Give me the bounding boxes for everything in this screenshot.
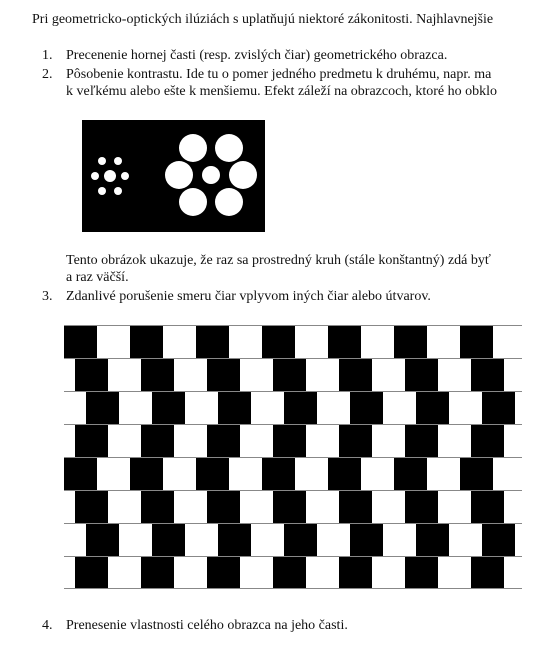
cafe-wall-black-tile <box>339 425 372 457</box>
cafe-wall-black-tile <box>273 425 306 457</box>
cafe-wall-black-tile <box>207 359 240 391</box>
list-item-1-text: Precenenie hornej časti (resp. zvislých čiar) geometrického obrazca. <box>66 48 448 63</box>
figure-caption-line-1: Tento obrázok ukazuje, že raz sa prostredný kruh (stále konštantný) zdá byť <box>66 253 491 268</box>
cafe-wall-black-tile <box>262 458 295 490</box>
large-surrounding-circle <box>215 134 243 162</box>
cafe-wall-black-tile <box>482 392 515 424</box>
cafe-wall-black-tile <box>86 524 119 556</box>
cafe-wall-black-tile <box>218 392 251 424</box>
cafe-wall-black-tile <box>460 326 493 358</box>
cafe-wall-black-tile <box>152 524 185 556</box>
large-surrounding-circle <box>165 161 193 189</box>
list-item-2-line-1: Pôsobenie kontrastu. Ide tu o pomer jedného predmetu k druhému, napr. ma <box>66 67 492 82</box>
cafe-wall-black-tile <box>328 326 361 358</box>
tiny-surrounding-circle <box>98 157 106 165</box>
cafe-wall-black-tile <box>273 557 306 589</box>
cafe-wall-black-tile <box>75 491 108 523</box>
cafe-wall-black-tile <box>394 326 427 358</box>
cafe-wall-black-tile <box>405 425 438 457</box>
cafe-wall-black-tile <box>405 557 438 589</box>
cafe-wall-black-tile <box>405 491 438 523</box>
cafe-wall-black-tile <box>394 458 427 490</box>
large-surrounding-circle <box>179 134 207 162</box>
tiny-surrounding-circle <box>98 187 106 195</box>
cafe-wall-black-tile <box>207 491 240 523</box>
cafe-wall-black-tile <box>328 458 361 490</box>
cafe-wall-black-tile <box>350 524 383 556</box>
intro-paragraph: Pri geometricko-optických ilúziách s uplatňujú niektoré zákonitosti. Najhlavnejšie <box>32 12 494 27</box>
small-center-circle <box>104 170 116 182</box>
cafe-wall-black-tile <box>207 557 240 589</box>
list-number-4: 4. <box>42 618 53 633</box>
figure-caption-line-2: a raz väčší. <box>66 270 129 285</box>
cafe-wall-black-tile <box>405 359 438 391</box>
list-item-3-text: Zdanlivé porušenie smeru čiar vplyvom iných čiar alebo útvarov. <box>66 289 431 304</box>
tiny-surrounding-circle <box>121 172 129 180</box>
cafe-wall-black-tile <box>460 458 493 490</box>
tiny-surrounding-circle <box>114 157 122 165</box>
cafe-wall-black-tile <box>196 326 229 358</box>
cafe-wall-black-tile <box>75 359 108 391</box>
cafe-wall-black-tile <box>207 425 240 457</box>
cafe-wall-black-tile <box>141 557 174 589</box>
cafe-wall-black-tile <box>339 359 372 391</box>
cafe-wall-black-tile <box>262 326 295 358</box>
cafe-wall-black-tile <box>273 491 306 523</box>
list-item-4-text: Prenesenie vlastnosti celého obrazca na jeho časti. <box>66 618 348 633</box>
cafe-wall-black-tile <box>471 425 504 457</box>
cafe-wall-black-tile <box>64 326 97 358</box>
cafe-wall-black-tile <box>416 524 449 556</box>
cafe-wall-black-tile <box>471 491 504 523</box>
large-center-circle <box>202 166 220 184</box>
cafe-wall-black-tile <box>141 491 174 523</box>
cafe-wall-black-tile <box>196 458 229 490</box>
cafe-wall-black-tile <box>416 392 449 424</box>
cafe-wall-black-tile <box>350 392 383 424</box>
cafe-wall-black-tile <box>86 392 119 424</box>
large-surrounding-circle <box>229 161 257 189</box>
cafe-wall-black-tile <box>284 392 317 424</box>
cafe-wall-black-tile <box>130 326 163 358</box>
cafe-wall-black-tile <box>75 425 108 457</box>
cafe-wall-black-tile <box>64 458 97 490</box>
cafe-wall-black-tile <box>482 524 515 556</box>
tiny-surrounding-circle <box>91 172 99 180</box>
list-number-1: 1. <box>42 48 53 63</box>
cafe-wall-black-tile <box>284 524 317 556</box>
cafe-wall-black-tile <box>141 425 174 457</box>
tiny-surrounding-circle <box>114 187 122 195</box>
cafe-wall-black-tile <box>339 557 372 589</box>
cafe-wall-black-tile <box>471 557 504 589</box>
list-number-3: 3. <box>42 289 53 304</box>
cafe-wall-black-tile <box>339 491 372 523</box>
list-number-2: 2. <box>42 67 53 82</box>
cafe-wall-black-tile <box>141 359 174 391</box>
cafe-wall-black-tile <box>273 359 306 391</box>
cafe-wall-black-tile <box>218 524 251 556</box>
list-item-2-line-2: k veľkému alebo ešte k menšiemu. Efekt záleží na obrazcoch, ktoré ho obklo <box>66 84 497 99</box>
large-surrounding-circle <box>215 188 243 216</box>
cafe-wall-black-tile <box>75 557 108 589</box>
cafe-wall-black-tile <box>471 359 504 391</box>
cafe-wall-illusion-figure <box>64 325 522 593</box>
ebbinghaus-illusion-figure <box>82 120 265 232</box>
cafe-wall-black-tile <box>130 458 163 490</box>
large-surrounding-circle <box>179 188 207 216</box>
cafe-wall-black-tile <box>152 392 185 424</box>
